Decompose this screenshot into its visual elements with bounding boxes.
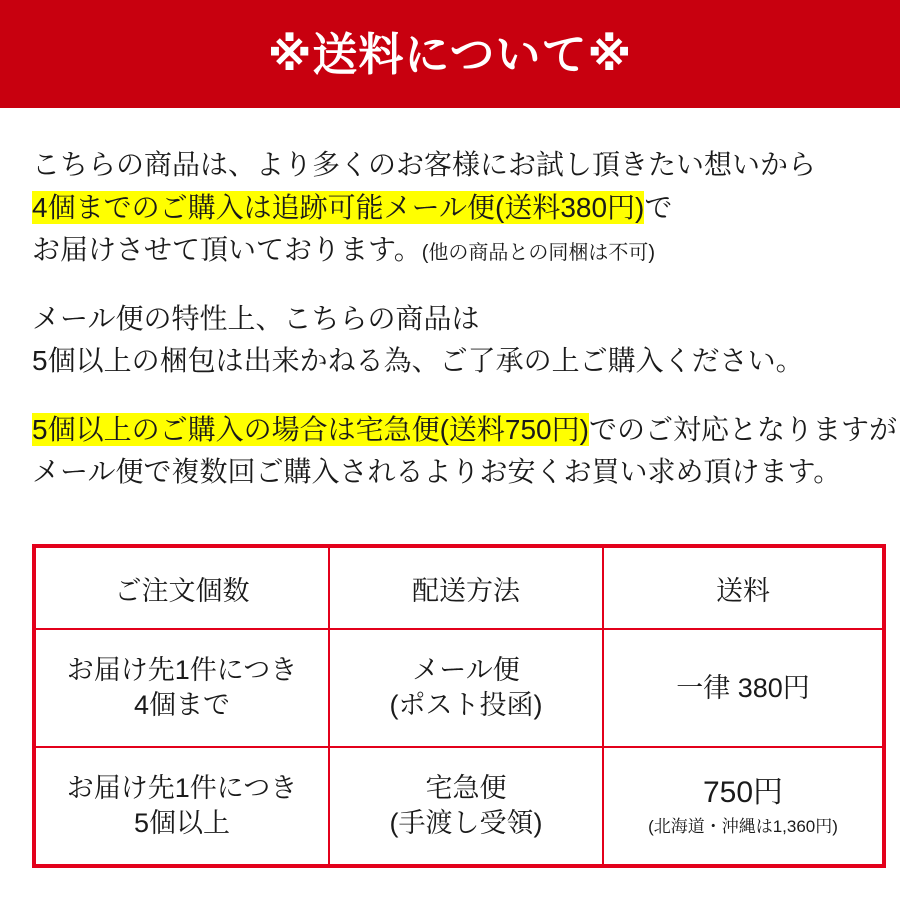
text-line <box>32 409 897 452</box>
table-row <box>34 747 884 866</box>
table-header-cell-method: 配送方法 <box>329 546 603 629</box>
fee-note-text: (北海道・沖縄は1,360円) <box>648 817 838 837</box>
paragraph-1 <box>32 144 868 272</box>
table-cell-method <box>329 747 603 866</box>
text-line <box>32 451 868 494</box>
fee-main-text: 一律 380円 <box>676 672 810 703</box>
shipping-fee-table-wrapper <box>32 544 868 868</box>
quantity-sub-text: 4個まで <box>133 690 231 720</box>
page-title: ※送料について※ <box>267 28 633 80</box>
text-line <box>32 340 868 383</box>
header-banner <box>0 0 900 108</box>
text-segment: こちらの商品は、より多くのお客様にお試し頂きたい想いから <box>32 149 817 180</box>
table-cell-quantity <box>34 747 329 866</box>
text-segment-small: (他の商品との同梱は不可) <box>421 242 656 265</box>
method-sub-text: (ポスト投函) <box>389 690 543 720</box>
table-cell-method <box>329 629 603 747</box>
text-segment: でのご対応となりますが <box>588 413 897 445</box>
shipping-fee-table <box>32 544 886 868</box>
text-segment: で <box>644 191 673 223</box>
table-row <box>34 629 884 747</box>
table-cell-fee <box>603 747 884 866</box>
table-header-cell-quantity: ご注文個数 <box>34 546 329 629</box>
text-line <box>32 144 868 187</box>
text-line <box>32 229 868 272</box>
table-header-row <box>34 546 884 629</box>
body-copy <box>0 108 900 494</box>
text-line <box>32 187 868 230</box>
text-segment: メール便で複数回ご購入されるよりお安くお買い求め頂けます。 <box>32 456 842 488</box>
method-main-text: メール便 <box>412 655 520 686</box>
quantity-main-text: お届け先1件につき <box>66 773 298 804</box>
text-line <box>32 298 868 341</box>
text-segment: 5個以上の梱包は出来かねる為、ご了承の上ご購入ください。 <box>32 345 804 377</box>
table-cell-quantity <box>34 629 329 747</box>
quantity-sub-text: 5個以上 <box>133 808 231 838</box>
quantity-main-text: お届け先1件につき <box>66 655 298 686</box>
text-segment: メール便の特性上、こちらの商品は <box>32 302 480 334</box>
table-cell-fee <box>603 629 884 747</box>
text-segment: お届けさせて頂いております。 <box>32 234 422 266</box>
fee-main-text: 750円 <box>702 775 784 809</box>
highlighted-text-segment: 5個以上のご購入の場合は宅急便(送料750円) <box>32 413 589 445</box>
table-header-cell-fee: 送料 <box>603 546 884 629</box>
method-main-text: 宅急便 <box>425 773 507 804</box>
paragraph-3 <box>32 409 897 494</box>
method-sub-text: (手渡し受領) <box>389 808 543 838</box>
highlighted-text-segment: 4個までのご購入は追跡可能メール便(送料380円) <box>32 191 645 223</box>
paragraph-2 <box>32 298 868 383</box>
